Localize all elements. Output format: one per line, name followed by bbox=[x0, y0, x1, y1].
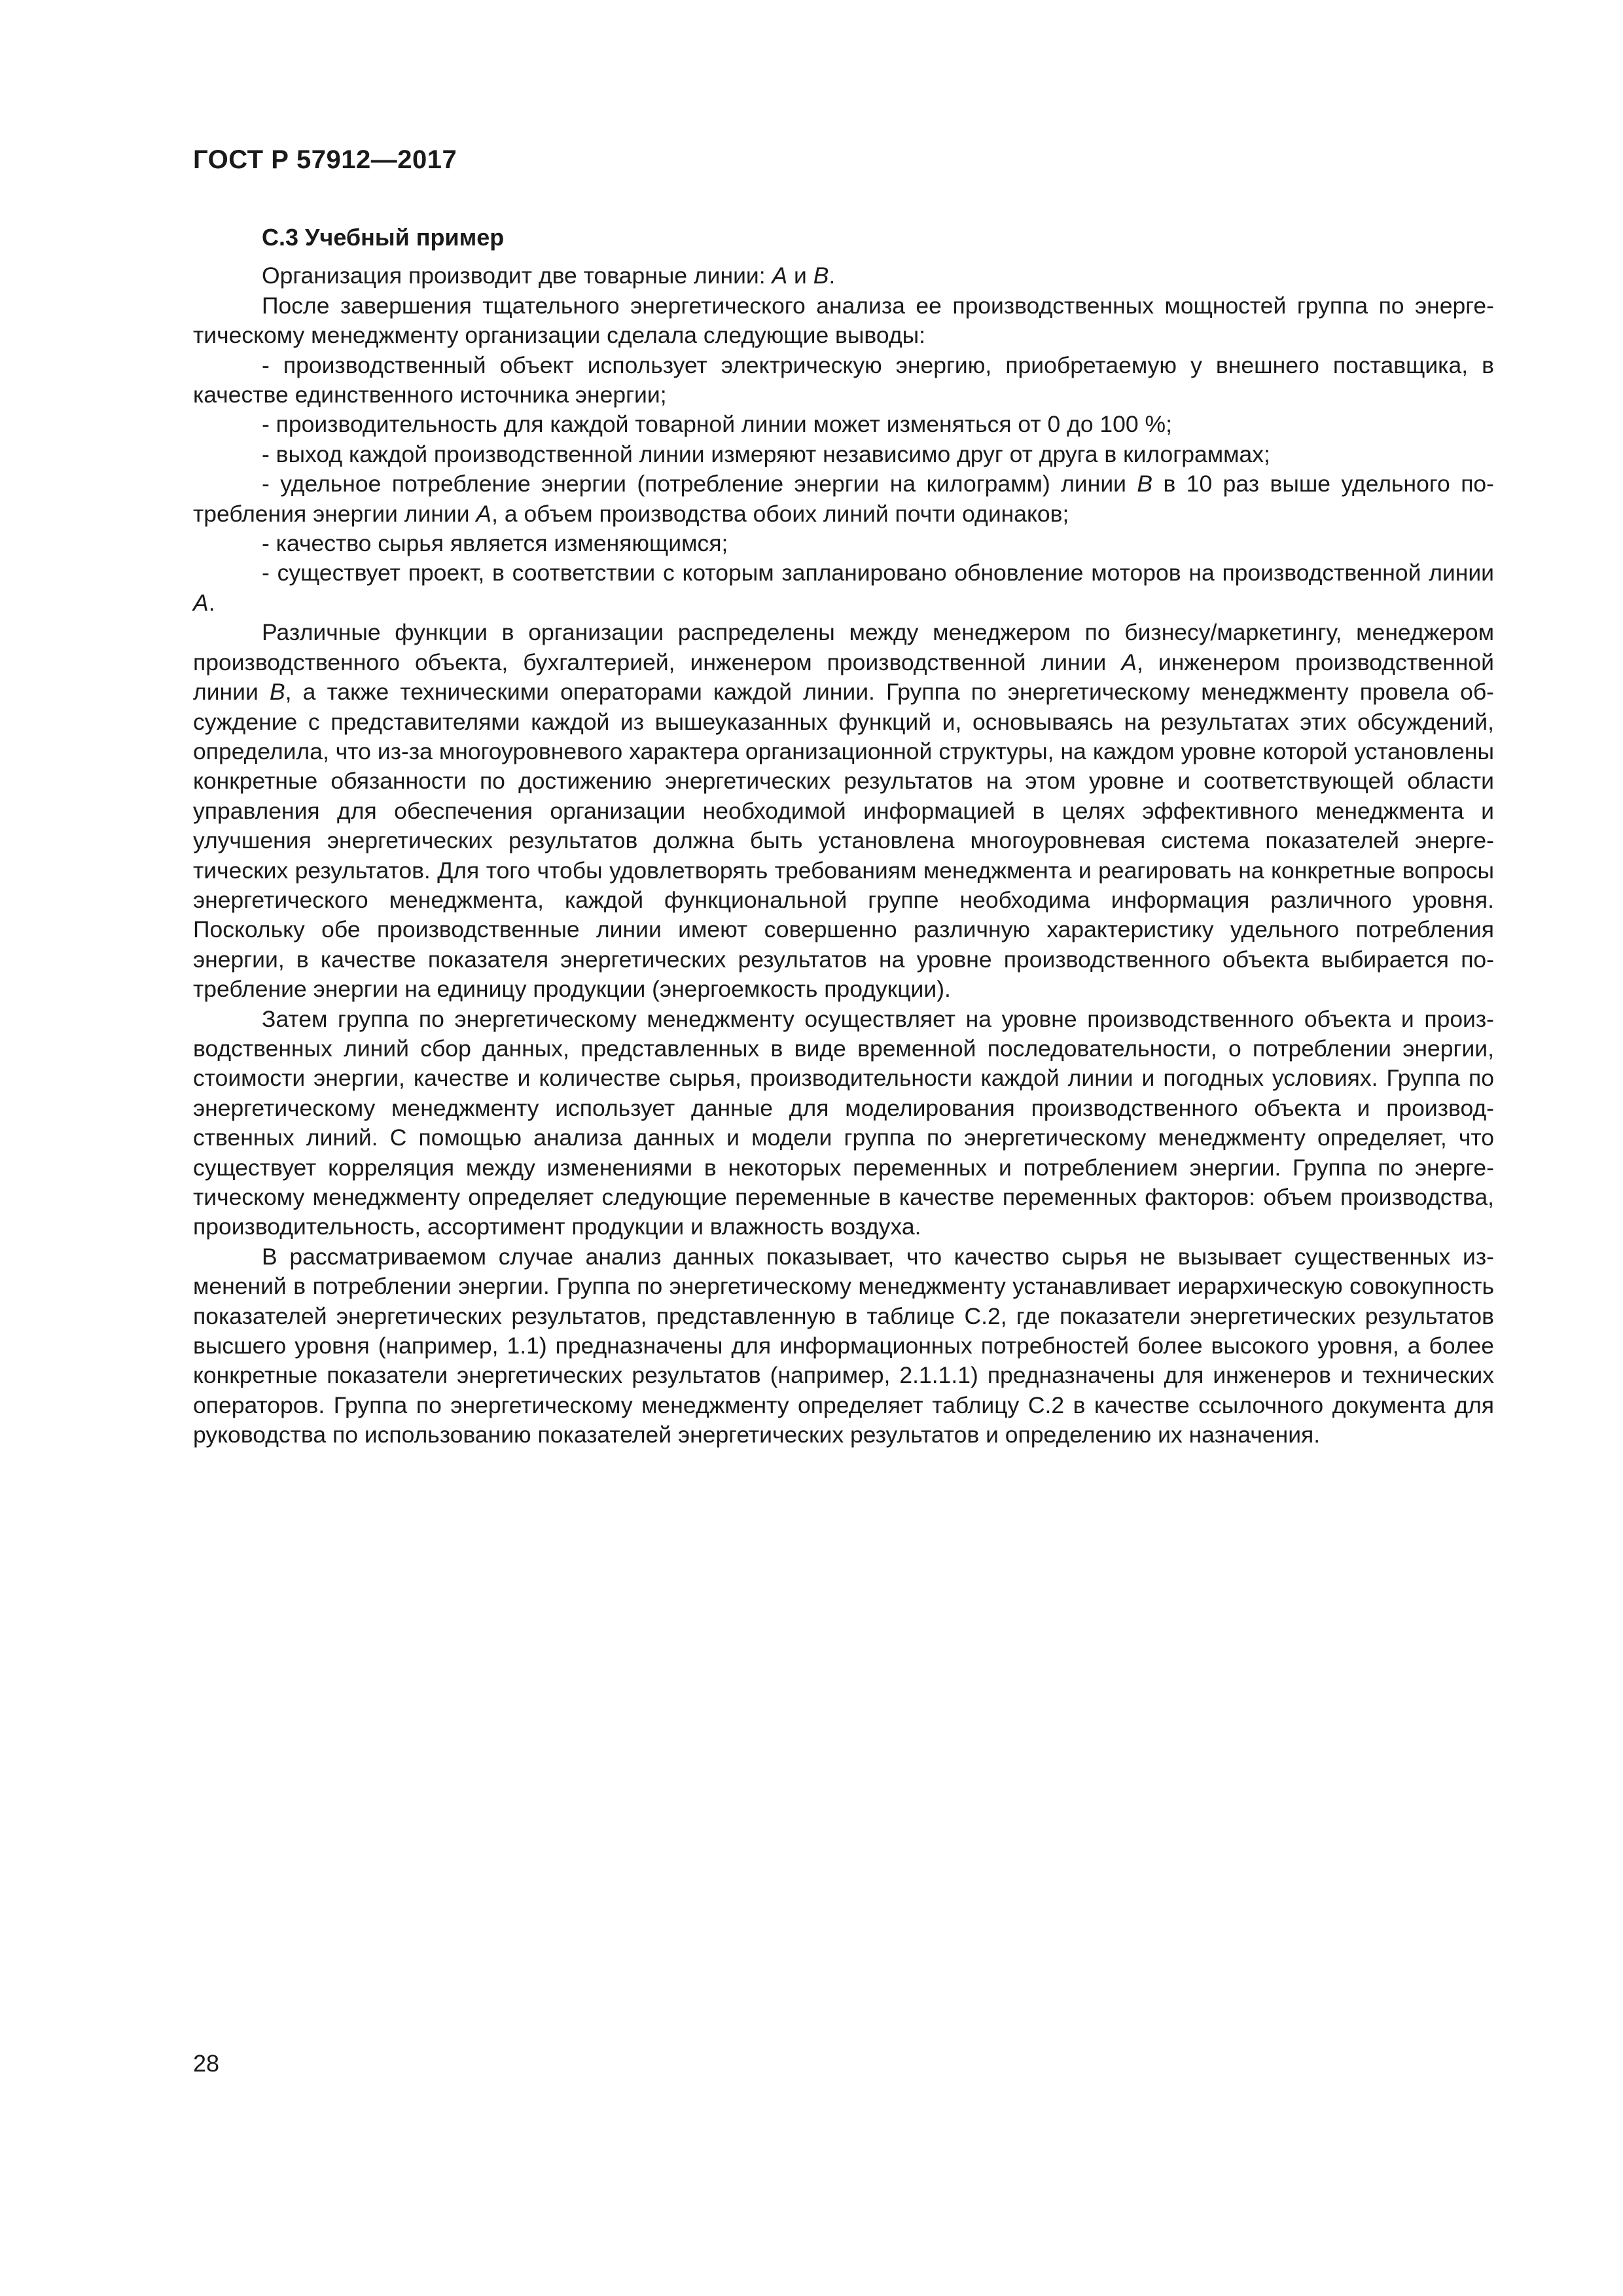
text-run: Различные функции в организации распределены между менеджером по бизнесу/маркетингу, менеджером производственного объекта, бухгалтерией, инженером производственной линии bbox=[193, 619, 1494, 675]
paragraph bbox=[193, 558, 1494, 618]
italic-text: А bbox=[193, 589, 209, 616]
paragraph bbox=[193, 469, 1494, 529]
text-run: , а объем производства обоих линий почти одинаков; bbox=[491, 500, 1069, 527]
paragraph bbox=[193, 261, 1494, 291]
document-header: ГОСТ Р 57912—2017 bbox=[193, 145, 457, 174]
text-run: - удельное потребление энергии (потребление энергии на килограмм) линии bbox=[262, 471, 1137, 497]
text-run: . bbox=[829, 262, 836, 289]
paragraph bbox=[193, 618, 1494, 1004]
paragraph bbox=[193, 351, 1494, 410]
paragraph bbox=[193, 410, 1494, 439]
text-run: В рассматриваемом случае анализ данных показывает, что качество сырья не вызывает существенных изменений в потреблении энергии. Группа по энергетическому менеджменту устанавливает иерархическую совокупность показателей энергетических результатов, представленную в таблице С.2, где показатели энергетических результатов высшего уровня (например, 1.1) предназначены для информационных потребностей более высокого уровня, а более конкретные показатели энергетических результатов (например, 2.1.1.1) предназначены для инженеров и технических операторов. Группа по энергетическому менеджменту определяет таблицу С.2 в качестве ссылочного документа для руководства по использованию показателей энергетических результатов и определению их назначения. bbox=[193, 1243, 1494, 1448]
text-run: . bbox=[208, 589, 215, 616]
italic-text: А bbox=[772, 262, 788, 289]
italic-text: В bbox=[1137, 471, 1153, 497]
paragraph bbox=[193, 440, 1494, 469]
section-title: С.3 Учебный пример bbox=[262, 224, 505, 251]
paragraph bbox=[193, 1242, 1494, 1450]
page-number: 28 bbox=[193, 2050, 220, 2077]
text-run: - производительность для каждой товарной линии может изменяться от 0 до 100 %; bbox=[262, 411, 1172, 438]
text-run: - выход каждой производственной линии измеряют независимо друг от друга в килограммах; bbox=[262, 440, 1270, 467]
text-run: , а также техническими операторами каждой линии. Группа по энергетическому менеджменту провела обсуждение с представителями каждой из вышеуказанных функций и, основываясь на результатах этих обсуждений, определила, что из-за многоуровневого характера организационной структуры, на каждом уровне которой установлены конкретные обязанности по достижению энергетических результатов на этом уровне и соответствующей области управления для обеспечения организации необходимой информацией в целях эффективного менеджмента и улучшения энергетических результатов должна быть установлена многоуровневая система показателей энергетических результатов. Для того чтобы удовлетворять требованиям менеджмента и реагировать на конкретные вопросы энергетического менеджмента, каждой функциональной группе необходима информация различного уровня. Поскольку обе производственные линии имеют совершенно различную характеристику удельного потребления энергии, в качестве показателя энергетических результатов на уровне производственного объекта выбирается потребление энергии на единицу продукции (энергоемкость продукции). bbox=[193, 679, 1494, 1003]
italic-text: В bbox=[269, 679, 285, 706]
text-run: После завершения тщательного энергетического анализа ее производственных мощностей группа по энергетическому менеджменту организации сделала следующие выводы: bbox=[193, 292, 1494, 349]
italic-text: А bbox=[476, 500, 492, 527]
text-run: в 10 раз выше удельного потребления энергии линии bbox=[193, 471, 1494, 527]
text-run: - существует проект, в соответствии с которым запланировано обновление моторов на производственной линии bbox=[262, 560, 1494, 586]
text-run: , инженером производственной линии bbox=[193, 649, 1494, 706]
italic-text: В bbox=[813, 262, 829, 289]
document-body bbox=[193, 223, 1494, 1450]
italic-text: А bbox=[1121, 649, 1137, 675]
text-run: и bbox=[787, 262, 813, 289]
paragraph bbox=[193, 529, 1494, 558]
text-run: - производственный объект использует электрическую энергию, приобретаемую у внешнего поставщика, в качестве единственного источника энергии; bbox=[193, 351, 1494, 408]
paragraph bbox=[193, 291, 1494, 351]
text-run: Организация производит две товарные линии: bbox=[262, 262, 772, 289]
paragraph-list bbox=[193, 261, 1494, 1450]
paragraph bbox=[193, 1005, 1494, 1242]
text-run: - качество сырья является изменяющимся; bbox=[262, 530, 728, 557]
text-run: Затем группа по энергетическому менеджменту осуществляет на уровне производственного объекта и производственных линий сбор данных, представленных в виде временной последовательности, о потреблении энергии, стоимости энергии, качестве и количестве сырья, производительности каждой линии и погодных условиях. Группа по энергетическому менеджменту использует данные для моделирования производственного объекта и производственных линий. С помощью анализа данных и модели группа по энергетическому менеджменту определяет, что существует корреляция между изменениями в некоторых переменных и потреблением энергии. Группа по энергетическому менеджменту определяет следующие переменные в качестве переменных факторов: объем производства, производительность, ассортимент продукции и влажность воздуха. bbox=[193, 1005, 1494, 1240]
